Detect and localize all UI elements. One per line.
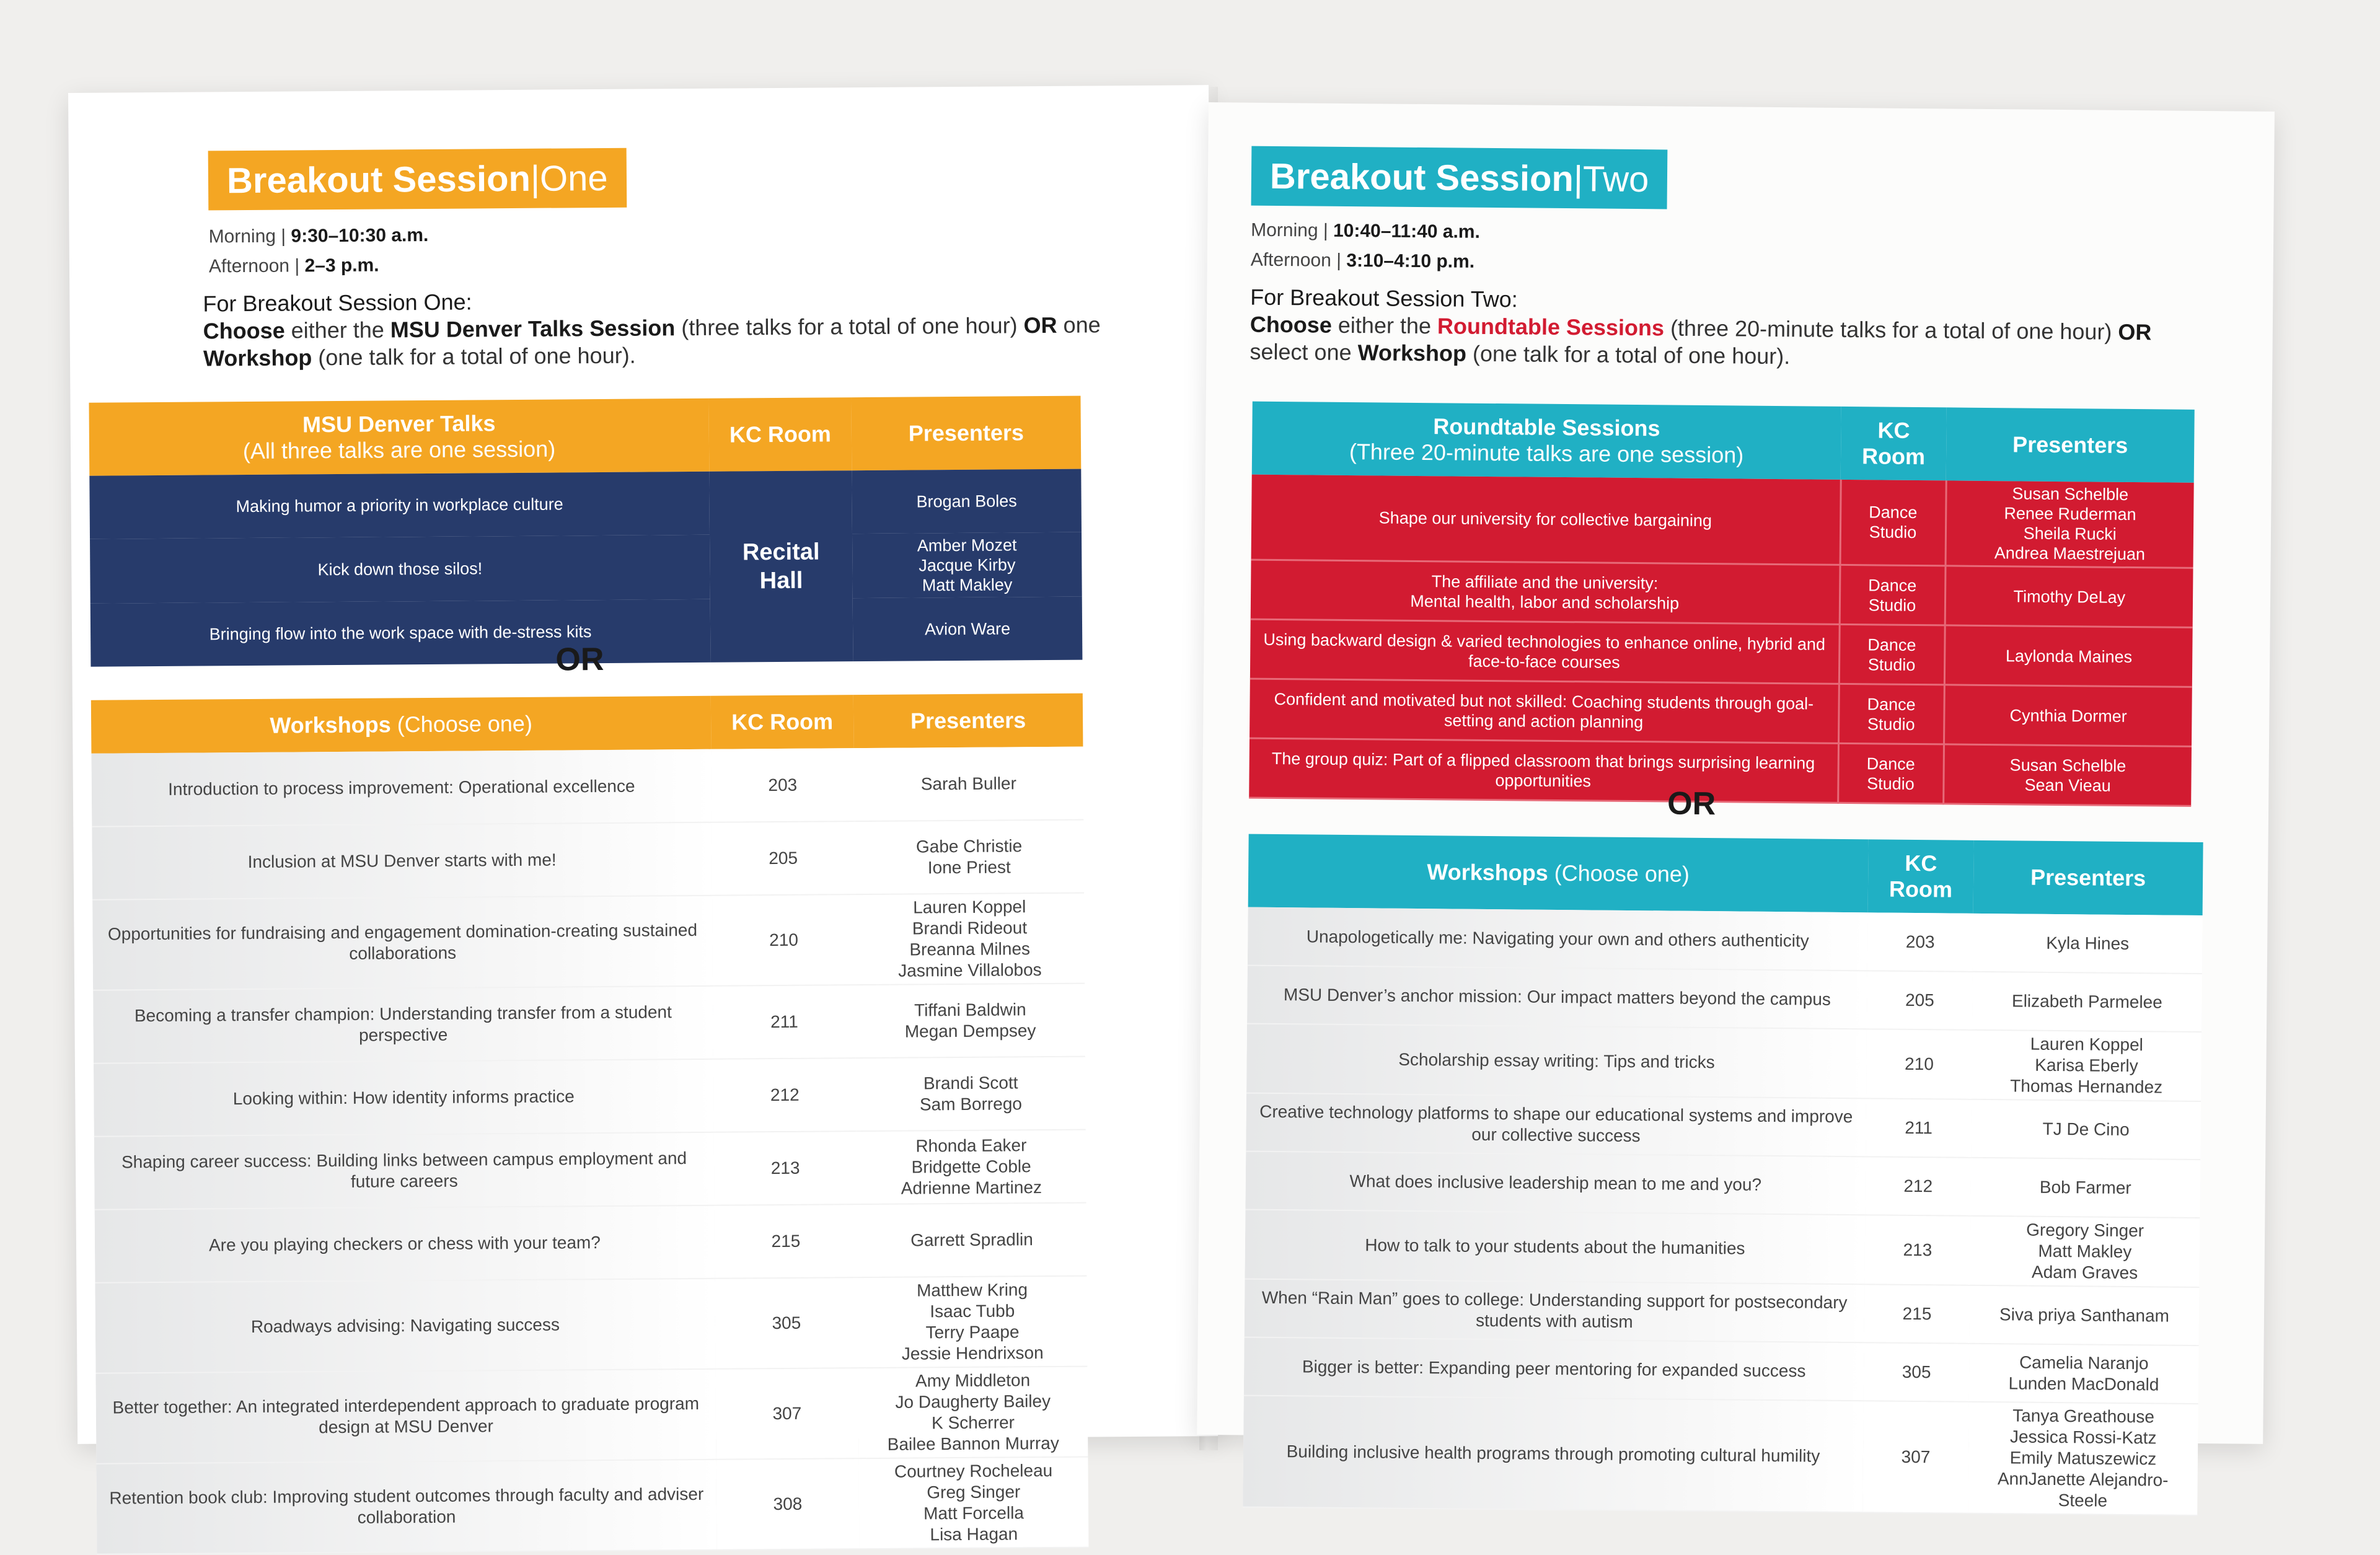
left-page	[68, 85, 1218, 1544]
session-room: 210	[712, 894, 855, 986]
session-presenters: Tanya Greathouse Jessica Rossi-Katz Emily Matuszewicz AnnJanette Alejandro-Steele	[1968, 1402, 2198, 1515]
session-title: Confident and motivated but not skilled: Coaching students through goal-setting and action planning	[1250, 679, 1839, 743]
session-room: 307	[715, 1368, 858, 1460]
msu-talks-table	[89, 396, 1082, 667]
session-presenters: Siva priya Santhanam	[1970, 1285, 2200, 1346]
session-one-banner: Breakout Session | One	[208, 148, 627, 211]
morning-time: 10:40–11:40 a.m.	[1333, 220, 1481, 242]
session-room: 211	[713, 985, 856, 1059]
session-room: 205	[1867, 971, 1973, 1029]
talk-title: Bringing flow into the work space with de-stress kits	[90, 599, 711, 667]
session-presenters: Rhonda Eaker Bridgette Coble Adrienne Martinez	[857, 1130, 1086, 1205]
workshop-row	[1248, 907, 2203, 974]
session-title: Looking within: How identity informs practice	[94, 1059, 714, 1137]
session-title: Introduction to process improvement: Operational excellence	[91, 749, 712, 827]
banner-number: One	[539, 157, 608, 199]
session-title: Opportunities for fundraising and engagement domination-creating sustained collaborations	[92, 896, 713, 990]
session-presenters: Gregory Singer Matt Makley Adam Graves	[1970, 1216, 2200, 1287]
workshops-kc-room-header: KC Room	[1868, 839, 1974, 913]
session-room: 212	[713, 1058, 857, 1132]
workshop-row	[95, 1367, 1088, 1464]
workshop-row	[1246, 1093, 2201, 1160]
talks-kc-room-header: KC Room	[708, 397, 852, 472]
workshops-header: Workshops (Choose one)	[91, 696, 712, 754]
session-room: 213	[1864, 1215, 1970, 1285]
session-title: Scholarship essay writing: Tips and tricks	[1246, 1024, 1867, 1099]
session-room: 205	[712, 821, 855, 896]
session-title: Bigger is better: Expanding peer mentoring for expanded success	[1244, 1337, 1864, 1401]
session-title: When “Rain Man” goes to college: Understanding support for postsecondary students with autism	[1245, 1279, 1865, 1343]
session-intro	[1250, 284, 2192, 374]
session-title: How to talk to your students about the humanities	[1245, 1210, 1865, 1285]
banner-number: Two	[1582, 158, 1649, 200]
workshop-row	[1247, 966, 2202, 1032]
session-two-banner: Breakout Session | Two	[1251, 146, 1668, 209]
session-presenters: Timothy DeLay	[1945, 566, 2193, 627]
session-room: 203	[1867, 912, 1973, 971]
workshop-row	[1246, 1024, 2202, 1101]
session-title: Shaping career success: Building links between campus employment and future careers	[94, 1132, 715, 1210]
session-room: 307	[1862, 1401, 1969, 1513]
session-room: Dance Studio	[1840, 480, 1946, 566]
roundtable-kc-room-header: KC Room	[1841, 407, 1947, 480]
talks-header: MSU Denver Talks (All three talks are one session)	[89, 399, 709, 476]
session-presenters: TJ De Cino	[1971, 1099, 2201, 1160]
session-presenters: Sarah Buller	[853, 747, 1083, 822]
intro-text: Choose either the Roundtable Sessions (three 20-minute talks for a total of one hour) OR select one Workshop (one talk for a total of one hour).	[1250, 311, 2152, 369]
session-presenters: Susan Schelble Sean Vieau	[1943, 744, 2192, 806]
workshop-row	[94, 1130, 1086, 1210]
session-presenters: Courtney Rocheleau Greg Singer Matt Forcella Lisa Hagan	[858, 1457, 1088, 1549]
session-room: Dance Studio	[1840, 565, 1946, 625]
session-presenters: Kyla Hines	[1973, 914, 2203, 974]
talk-title: Kick down those silos!	[90, 535, 710, 604]
talk-presenters: Amber Mozet Jacque Kirby Matt Makley	[852, 532, 1082, 599]
roundtable-header: Roundtable Sessions (Three 20-minute talks are one session)	[1252, 402, 1841, 480]
workshop-row	[1245, 1279, 2200, 1346]
session-presenters: Lauren Koppel Brandi Rideout Breanna Milnes Jasmine Villalobos	[855, 893, 1085, 985]
workshops-kc-room-header: KC Room	[711, 695, 854, 749]
session-presenters: Cynthia Dormer	[1944, 685, 2192, 746]
session-room: 212	[1865, 1156, 1971, 1215]
session-room: Dance Studio	[1838, 684, 1944, 744]
intro-heading: For Breakout Session One:	[203, 289, 472, 317]
talk-title: Making humor a priority in workplace culture	[89, 472, 710, 539]
workshop-row	[1243, 1396, 2198, 1515]
or-divider: OR	[1667, 785, 1716, 822]
roundtable-presenters-header: Presenters	[1946, 407, 2195, 482]
workshops-presenters-header: Presenters	[853, 694, 1083, 749]
workshop-row	[91, 747, 1083, 827]
session-title: Building inclusive health programs through promoting cultural humility	[1243, 1396, 1864, 1513]
session-room: 215	[1864, 1284, 1970, 1343]
session-room: 203	[711, 748, 854, 822]
session-title: Creative technology platforms to shape our educational systems and improve our collective success	[1246, 1093, 1866, 1157]
session-room: 215	[715, 1204, 858, 1279]
workshop-row	[96, 1457, 1088, 1554]
session-presenters: Matthew Kring Isaac Tubb Terry Paape Jessie Hendrixson	[857, 1276, 1087, 1368]
roundtable-row	[1249, 738, 2192, 806]
session-room: Dance Studio	[1838, 743, 1944, 803]
session-presenters: Lauren Koppel Karisa Eberly Thomas Hernandez	[1972, 1030, 2202, 1101]
session-title: Shape our university for collective bargaining	[1251, 475, 1841, 565]
workshops-presenters-header: Presenters	[1973, 840, 2203, 915]
workshops-header: Workshops (Choose one)	[1248, 834, 1869, 913]
session-presenters: Susan Schelble Renee Ruderman Sheila Rucki Andrea Maestrejuan	[1946, 480, 2194, 568]
afternoon-time: 3:10–4:10 p.m.	[1346, 250, 1475, 272]
roundtable-row	[1251, 560, 2193, 627]
session-title: MSU Denver’s anchor mission: Our impact matters beyond the campus	[1247, 966, 1867, 1029]
session-room: 213	[714, 1131, 857, 1205]
talk-presenters: Brogan Boles	[852, 469, 1082, 534]
morning-time: 9:30–10:30 a.m.	[291, 224, 429, 247]
session-title: Roadways advising: Navigating success	[95, 1279, 715, 1373]
workshop-row	[95, 1203, 1087, 1283]
session-presenters: Laylonda Maines	[1944, 625, 2193, 687]
workshop-row	[94, 1057, 1086, 1137]
session-room: 210	[1866, 1029, 1972, 1099]
session-room: 308	[716, 1458, 859, 1550]
session-title: Becoming a transfer champion: Understanding transfer from a student perspective	[93, 986, 713, 1064]
roundtable-row	[1250, 679, 2192, 746]
workshop-row	[92, 820, 1084, 900]
session-title: Using backward design & varied technologies to enhance online, hybrid and face-to-face courses	[1250, 619, 1840, 684]
session-presenters: Elizabeth Parmelee	[1972, 972, 2202, 1032]
banner-title: Breakout Session	[226, 158, 531, 201]
session-presenters: Camelia Naranjo Lunden MacDonald	[1969, 1344, 2199, 1404]
banner-title: Breakout Session	[1269, 156, 1574, 199]
session-title: Better together: An integrated interdependent approach to graduate program design at MSU Denver	[95, 1369, 716, 1464]
workshop-row	[1244, 1337, 2199, 1404]
session-title: Are you playing checkers or chess with your team?	[95, 1205, 715, 1283]
workshop-row	[95, 1276, 1087, 1373]
intro-heading: For Breakout Session Two:	[1250, 284, 1518, 312]
session-times: Morning | 9:30–10:30 a.m. Afternoon | 2–3 p.m.	[208, 224, 429, 277]
session-title: Retention book club: Improving student outcomes through faculty and adviser collaboration	[96, 1460, 716, 1554]
session-presenters: Tiffani Baldwin Megan Dempsey	[855, 984, 1085, 1059]
talks-presenters-header: Presenters	[851, 396, 1081, 471]
intro-text: Choose either the MSU Denver Talks Session (three talks for a total of one hour) OR one Workshop (one talk for a total of one hour).	[203, 312, 1101, 371]
roundtable-row	[1251, 475, 2194, 568]
session-intro	[203, 284, 1170, 372]
talk-presenters: Avion Ware	[853, 597, 1083, 662]
afternoon-time: 2–3 p.m.	[304, 255, 379, 276]
session-times: Morning | 10:40–11:40 a.m. Afternoon | 3:10–4:10 p.m.	[1250, 219, 1481, 272]
session-presenters: Gabe Christie Ione Priest	[854, 820, 1084, 895]
workshops-table-one	[91, 694, 1089, 1555]
right-page	[1197, 102, 2275, 1510]
session-presenters: Garrett Spradlin	[857, 1203, 1087, 1278]
roundtable-table	[1249, 402, 2195, 807]
workshop-row	[93, 984, 1085, 1064]
workshop-row	[1245, 1152, 2200, 1218]
session-presenters: Bob Farmer	[1970, 1158, 2200, 1218]
talks-room: Recital Hall	[709, 470, 853, 663]
session-room: 305	[1864, 1342, 1970, 1401]
session-room: 305	[715, 1277, 858, 1369]
session-title: Inclusion at MSU Denver starts with me!	[92, 822, 712, 900]
session-title: The group quiz: Part of a flipped classroom that brings surprising learning opportunities	[1249, 738, 1838, 803]
session-title: Unapologetically me: Navigating your own and others authenticity	[1248, 907, 1868, 971]
talk-row	[89, 469, 1082, 539]
session-room: 211	[1866, 1098, 1972, 1157]
session-title: What does inclusive leadership mean to me and you?	[1245, 1152, 1866, 1215]
talk-row	[90, 532, 1082, 604]
session-title: The affiliate and the university: Mental health, labor and scholarship	[1251, 560, 1840, 624]
or-divider: OR	[555, 641, 604, 678]
session-presenters: Amy Middleton Jo Daugherty Bailey K Scherrer Bailee Bannon Murray	[858, 1367, 1088, 1459]
session-room: Dance Studio	[1839, 624, 1945, 684]
workshop-row	[1245, 1210, 2200, 1287]
session-presenters: Brandi Scott Sam Borrego	[856, 1057, 1086, 1132]
workshops-table-two	[1243, 834, 2203, 1516]
workshop-row	[92, 893, 1085, 990]
roundtable-row	[1250, 619, 2193, 687]
